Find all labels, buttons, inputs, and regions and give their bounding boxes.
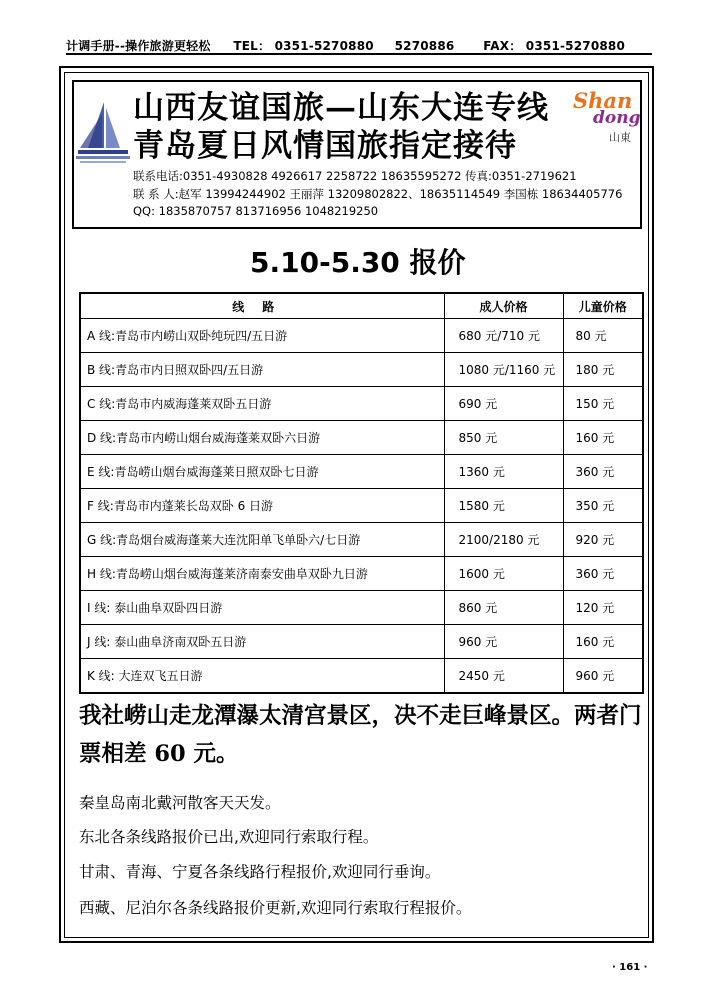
table-body — [80, 319, 643, 694]
adult-price-cell: 1600 元 — [444, 557, 563, 591]
adult-price-cell: 850 元 — [444, 421, 563, 455]
info-line-northeast: 东北各条线路报价已出,欢迎同行索取行程。 — [79, 828, 379, 846]
route-cell: I 线: 泰山曲阜双卧四日游 — [80, 591, 444, 625]
fax-number: 0351-5270880 — [525, 39, 626, 53]
logo-text-shan: Shan — [573, 88, 633, 113]
child-price-cell: 920 元 — [563, 523, 643, 557]
info-line-qinhuangdao: 秦皇岛南北戴河散客天天发。 — [79, 794, 281, 812]
child-price-cell: 120 元 — [563, 591, 643, 625]
slogan: 计调手册--操作旅游更轻松 — [66, 39, 211, 53]
route-cell: H 线:青岛崂山烟台威海蓬莱济南泰安曲阜双卧九日游 — [80, 557, 444, 591]
contact-qq: QQ: 1835870757 813716956 1048219250 — [133, 204, 379, 218]
adult-price-cell: 960 元 — [444, 625, 563, 659]
top-banner — [66, 37, 652, 54]
table-row — [80, 353, 643, 387]
child-price-cell: 350 元 — [563, 489, 643, 523]
column-header-route: 线路 — [80, 293, 444, 319]
header-title-line-2: 青岛夏日风情国旅指定接待 — [133, 128, 517, 164]
sailboat-logo-icon — [74, 100, 132, 166]
page-number: · 161 · — [612, 962, 648, 973]
adult-price-cell: 860 元 — [444, 591, 563, 625]
contact-persons: 联 系 人:赵军 13994244902 王丽萍 13209802822、18635114549 李国栋 18634405776 — [133, 187, 623, 201]
tel-number-2: 5270886 — [394, 39, 455, 53]
route-cell: J 线: 泰山曲阜济南双卧五日游 — [80, 625, 444, 659]
child-price-cell: 150 元 — [563, 387, 643, 421]
route-cell: B 线:青岛市内日照双卧四/五日游 — [80, 353, 444, 387]
route-cell: C 线:青岛市内威海蓬莱双卧五日游 — [80, 387, 444, 421]
adult-price-cell: 2450 元 — [444, 659, 563, 694]
route-cell: E 线:青岛崂山烟台威海蓬莱日照双卧七日游 — [80, 455, 444, 489]
tel-label: TEL： — [233, 39, 271, 53]
table-row — [80, 591, 643, 625]
adult-price-cell: 680 元/710 元 — [444, 319, 563, 353]
table-row — [80, 557, 643, 591]
table-row — [80, 625, 643, 659]
fax-label: FAX： — [483, 39, 522, 53]
adult-price-cell: 690 元 — [444, 387, 563, 421]
table-row — [80, 523, 643, 557]
route-cell: G 线:青岛烟台威海蓬莱大连沈阳单飞单卧六/七日游 — [80, 523, 444, 557]
route-cell: D 线:青岛市内崂山烟台威海蓬莱双卧六日游 — [80, 421, 444, 455]
table-row — [80, 319, 643, 353]
child-price-cell: 80 元 — [563, 319, 643, 353]
route-cell: F 线:青岛市内蓬莱长岛双卧 6 日游 — [80, 489, 444, 523]
info-line-tibet: 西藏、尼泊尔各条线路报价更新,欢迎同行索取行程报价。 — [79, 899, 472, 917]
column-header-adult: 成人价格 — [444, 293, 563, 319]
header-title-line-1: 山西友谊国旅—山东大连专线 — [133, 90, 549, 126]
child-price-cell: 160 元 — [563, 421, 643, 455]
child-price-cell: 160 元 — [563, 625, 643, 659]
shandong-logo — [573, 88, 653, 148]
child-price-cell: 360 元 — [563, 455, 643, 489]
child-price-cell: 960 元 — [563, 659, 643, 694]
info-line-gansu: 甘肃、青海、宁夏各条线路行程报价,欢迎同行垂询。 — [79, 863, 441, 881]
banner-underline — [66, 53, 652, 55]
table-row — [80, 421, 643, 455]
adult-price-cell: 1360 元 — [444, 455, 563, 489]
child-price-cell: 360 元 — [563, 557, 643, 591]
table-row — [80, 455, 643, 489]
table-header-row — [80, 293, 643, 319]
route-cell: A 线:青岛市内崂山双卧纯玩四/五日游 — [80, 319, 444, 353]
logo-text-dong: dong — [593, 108, 641, 128]
price-period-title: 5.10-5.30 报价 — [250, 246, 466, 279]
route-cell: K 线: 大连双飞五日游 — [80, 659, 444, 694]
table-row — [80, 659, 643, 694]
contact-phones: 联系电话:0351-4930828 4926617 2258722 18635595272 传真:0351-2719621 — [133, 169, 577, 183]
table-row — [80, 387, 643, 421]
adult-price-cell: 1580 元 — [444, 489, 563, 523]
column-header-child: 儿童价格 — [563, 293, 643, 319]
logo-text-cn: 山東 — [609, 131, 631, 144]
scenic-notice: 我社崂山走龙潭瀑太清宫景区，决不走巨峰景区。两者门票相差 60 元。 — [79, 703, 642, 767]
table-row — [80, 489, 643, 523]
adult-price-cell: 2100/2180 元 — [444, 523, 563, 557]
adult-price-cell: 1080 元/1160 元 — [444, 353, 563, 387]
child-price-cell: 180 元 — [563, 353, 643, 387]
route-price-table — [79, 292, 644, 694]
tel-number-1: 0351-5270880 — [274, 39, 374, 53]
